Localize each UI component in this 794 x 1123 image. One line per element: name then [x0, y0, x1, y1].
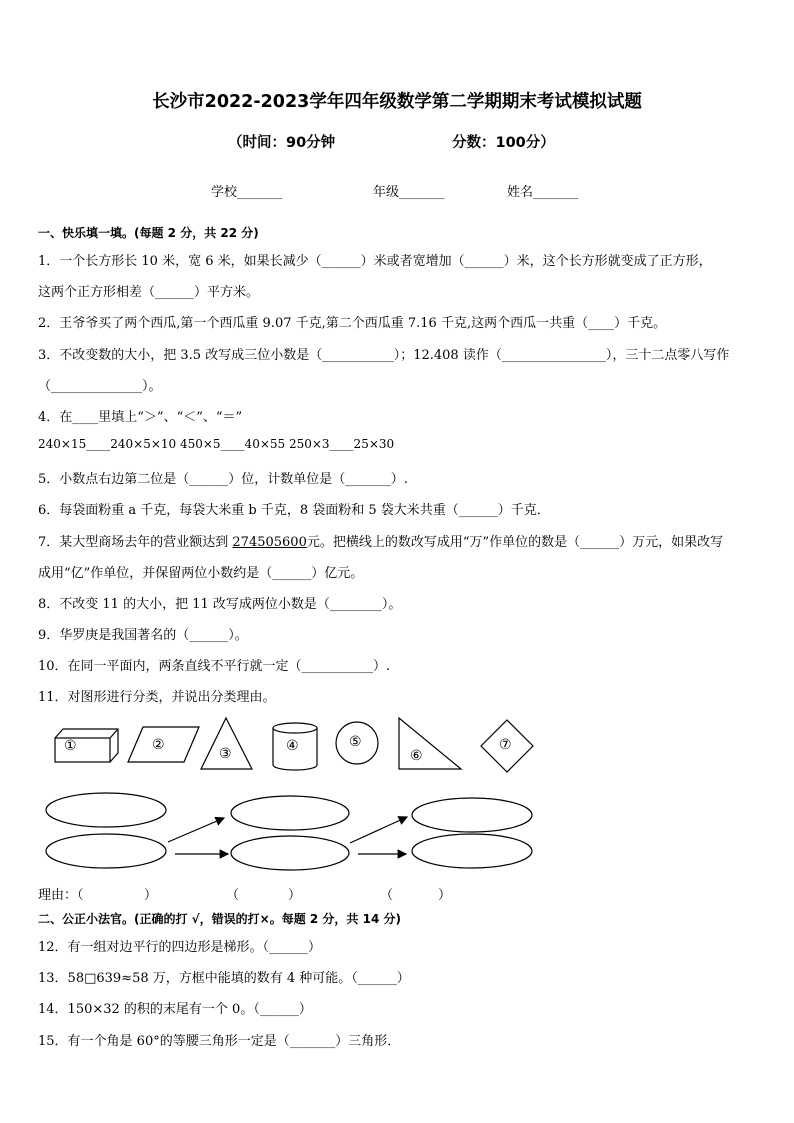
shape-label-3: ③: [219, 746, 232, 762]
question-2: 2．王爷爷买了两个西瓜,第一个西瓜重 9.07 千克,第二个西瓜重 7.16 千克,这两个西瓜一共重（____）千克。: [38, 316, 667, 331]
question-13: 13．58□639≈58 万，方框中能填的数有 4 种可能。（______）: [38, 971, 410, 986]
exam-time: （时间：90分钟: [228, 135, 336, 151]
shape-label-1: ①: [64, 738, 77, 754]
arrow-3: [350, 817, 407, 843]
section1-title: 一、快乐填一填。(每题 2 分，共 22 分): [38, 226, 259, 240]
question-9: 9．华罗庚是我国著名的（______）。: [38, 628, 248, 643]
shape-label-2: ②: [152, 737, 165, 753]
question-11: 11．对图形进行分类，并说出分类理由。: [38, 690, 276, 705]
shape-label-7: ⑦: [499, 737, 512, 753]
reason-label: 理由：（: [38, 888, 84, 903]
reason-open-3: （: [380, 888, 394, 903]
category-ellipse-1[interactable]: [46, 793, 166, 827]
question-7-suffix: 元。把横线上的数改写成用“万”作单位的数是（______）万元，如果改写: [306, 535, 724, 550]
category-ellipse-3[interactable]: [231, 796, 349, 830]
page-title: 长沙市2022-2023学年四年级数学第二学期期末考试模拟试题: [152, 92, 642, 112]
question-5: 5．小数点右边第二位是（______）位，计数单位是（_______）.: [38, 472, 408, 487]
grade-field[interactable]: 年级_______: [373, 185, 445, 200]
question-8: 8．不改变 11 的大小，把 11 改写成两位小数是（________）。: [38, 597, 402, 612]
reason-close-1: ）: [144, 888, 158, 903]
question-1-line1: 1．一个长方形长 10 米，宽 6 米，如果长减少（______）米或者宽增加（______）米，这个长方形就变成了正方形，: [38, 254, 712, 269]
question-3-line2: （______________）。: [38, 379, 162, 394]
category-ellipse-4[interactable]: [231, 836, 349, 870]
question-14: 14．150×32 的积的末尾有一个 0。（______）: [38, 1002, 312, 1017]
shape-label-5: ⑤: [349, 734, 362, 750]
question-4-line2: 240×15____240×5×10 450×5____40×55 250×3____25×30: [38, 437, 395, 451]
question-7-number: 274505600: [232, 535, 307, 550]
name-field[interactable]: 姓名_______: [507, 185, 579, 200]
reason-close-3: ）: [438, 888, 452, 903]
category-ellipse-5[interactable]: [412, 798, 532, 832]
question-3-line1: 3．不改变数的大小，把 3.5 改写成三位小数是（___________）；12.408 读作（________________），三十二点零八写作: [38, 348, 730, 363]
question-15: 15．有一个角是 60°的等腰三角形一定是（_______）三角形．: [38, 1034, 401, 1049]
category-ellipse-2[interactable]: [46, 834, 166, 868]
arrow-1: [168, 818, 224, 842]
school-field[interactable]: 学校_______: [211, 185, 283, 200]
question-4-line1: 4．在____里填上“＞”、“＜”、“＝”: [38, 410, 243, 425]
question-1-line2: 这两个正方形相差（______）平方米。: [38, 285, 260, 300]
question-7-prefix: 7．某大型商场去年的营业额达到: [38, 535, 233, 550]
category-ellipse-6[interactable]: [412, 834, 532, 868]
section2-title: 二、公正小法官。(正确的打 √，错误的打×。每题 2 分，共 14 分): [38, 912, 401, 926]
reason-close-2: ）: [288, 888, 302, 903]
question-6: 6．每袋面粉重 a 千克，每袋大米重 b 千克，8 袋面粉和 5 袋大米共重（______）千克．: [38, 503, 550, 518]
question-12: 12．有一组对边平行的四边形是梯形。（______）: [38, 940, 322, 955]
question-7-line2: 成用“亿”作单位，并保留两位小数约是（______）亿元。: [38, 566, 364, 581]
question-10: 10．在同一平面内，两条直线不平行就一定（___________）.: [38, 659, 391, 674]
right-triangle-shape: [399, 718, 461, 769]
shape-label-4: ④: [286, 738, 299, 754]
reason-open-2: （: [226, 888, 240, 903]
exam-score: 分数：100分）: [452, 135, 555, 151]
shape-label-6: ⑥: [410, 748, 423, 764]
